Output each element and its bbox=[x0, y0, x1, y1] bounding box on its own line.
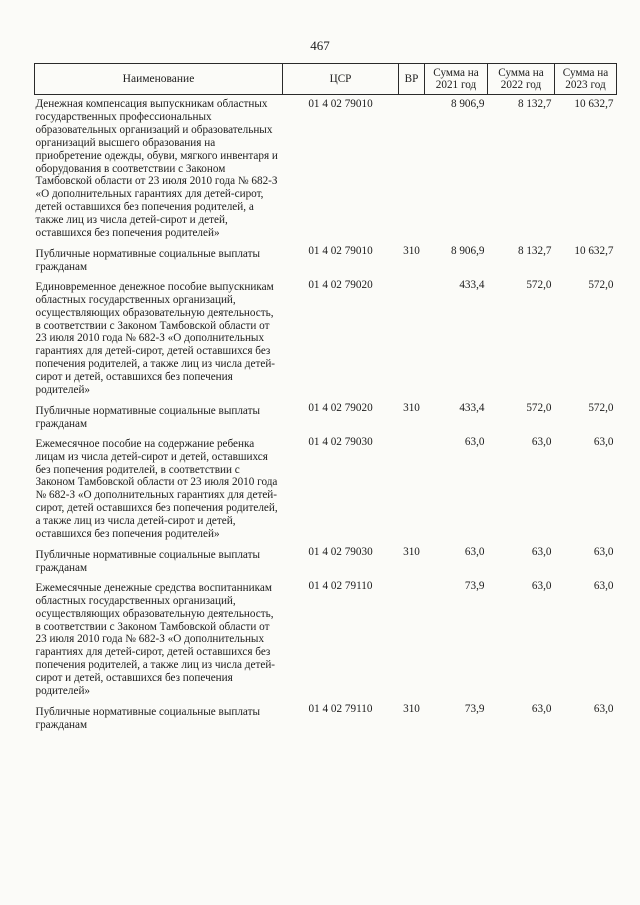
row-name: Публичные нормативные социальные выплаты гражданам bbox=[35, 549, 261, 574]
row-csr: 01 4 02 79110 bbox=[308, 579, 373, 592]
page-number: 467 bbox=[310, 38, 330, 53]
row-csr: 01 4 02 79020 bbox=[308, 278, 373, 291]
row-vr: 310 bbox=[403, 244, 420, 257]
row-sum-2022: 63,0 bbox=[531, 546, 552, 558]
table-row bbox=[35, 435, 617, 545]
row-vr bbox=[399, 435, 425, 545]
table-row bbox=[35, 545, 617, 579]
table-row bbox=[35, 702, 617, 736]
header-sum-2021: Сумма на 2021 год bbox=[425, 64, 488, 95]
row-sum-2023: 572,0 bbox=[588, 401, 614, 414]
row-sum-2022: 63,0 bbox=[531, 702, 552, 715]
row-csr: 01 4 02 79010 bbox=[308, 98, 373, 110]
budget-table bbox=[34, 63, 617, 736]
row-sum-2023: 63,0 bbox=[593, 702, 614, 715]
header-csr: ЦСР bbox=[283, 64, 399, 95]
row-name: Публичные нормативные социальные выплаты гражданам bbox=[35, 705, 261, 731]
row-vr: 310 bbox=[403, 546, 420, 558]
row-name: Ежемесячное пособие на содержание ребенка лицам из числа детей-сирот и детей, оставшихся без попечения родителей, в соответствии с Законом Тамбовской области от 23 июля 2010 года № 682-З «О дополнительных гарантиях для детей-сирот, детей оставшихся без попечения родителей, а также лиц из числа детей-сирот и детей, оставшихся без попечения родителей» bbox=[35, 437, 278, 541]
row-name: Публичные нормативные социальные выплаты гражданам bbox=[35, 404, 261, 430]
table-row bbox=[35, 579, 617, 702]
row-sum-2022: 63,0 bbox=[531, 435, 552, 448]
row-sum-2022: 572,0 bbox=[526, 401, 552, 414]
row-csr: 01 4 02 79110 bbox=[308, 702, 373, 715]
row-sum-2021: 63,0 bbox=[464, 546, 485, 558]
row-sum-2021: 73,9 bbox=[464, 702, 485, 715]
row-sum-2021: 433,4 bbox=[459, 278, 485, 291]
row-sum-2022: 63,0 bbox=[531, 579, 552, 592]
header-sum-2022: Сумма на 2022 год bbox=[488, 64, 555, 95]
row-csr: 01 4 02 79030 bbox=[308, 435, 373, 448]
row-vr: 310 bbox=[403, 401, 420, 414]
row-sum-2023: 10 632,7 bbox=[574, 244, 614, 257]
table-row bbox=[35, 278, 617, 401]
row-sum-2022: 8 132,7 bbox=[517, 98, 552, 110]
table-row bbox=[35, 95, 617, 244]
row-sum-2021: 73,9 bbox=[464, 579, 485, 592]
row-sum-2021: 433,4 bbox=[459, 401, 485, 414]
header-sum-2023: Сумма на 2023 год bbox=[555, 64, 617, 95]
row-name: Денежная компенсация выпускникам областных государственных профессиональных образовательных организаций и образовательных организаций высшего образования на приобретение одежды, обуви, мягкого инвентаря и оборудования в соответствии с Законом Тамбовской области от 23 июля 2010 года № 682-З «О дополнительных гарантиях для детей-сирот, детей оставшихся без попечения родителей, а также лиц из числа детей-сирот и детей, оставшихся без попечения родителей» bbox=[35, 98, 278, 240]
row-sum-2021: 63,0 bbox=[464, 435, 485, 448]
row-name: Публичные нормативные социальные выплаты гражданам bbox=[35, 247, 261, 273]
row-sum-2023: 10 632,7 bbox=[574, 98, 614, 110]
row-name: Единовременное денежное пособие выпускникам областных государственных организаций, осуществляющих образовательную деятельность, в соответствии с Законом Тамбовской области от 23 июля 2010 года № 682-З «О дополнительных гарантиях для детей-сирот, детей оставшихся без попечения родителей, а также лиц из числа детей-сирот и детей, оставшихся без попечения родителей» bbox=[35, 280, 276, 397]
row-vr: 310 bbox=[403, 702, 420, 715]
row-vr bbox=[399, 579, 425, 702]
header-name: Наименование bbox=[35, 64, 283, 95]
table-header-row bbox=[35, 64, 617, 95]
table-row bbox=[35, 401, 617, 435]
row-vr bbox=[399, 278, 425, 401]
row-name: Ежемесячные денежные средства воспитанникам областных государственных организаций, осуществляющих образовательную деятельность, в соответствии с Законом Тамбовской области от 23 июля 2010 года № 682-З «О дополнительных гарантиях для детей-сирот, детей оставшихся без попечения родителей, а также лиц из числа детей-сирот и детей, оставшихся без попечения родителей» bbox=[35, 581, 276, 698]
row-sum-2023: 63,0 bbox=[593, 435, 614, 448]
row-sum-2023: 572,0 bbox=[588, 278, 614, 291]
header-vr: ВР bbox=[399, 64, 425, 95]
row-sum-2023: 63,0 bbox=[593, 546, 614, 558]
table-row bbox=[35, 244, 617, 278]
row-sum-2022: 572,0 bbox=[526, 278, 552, 291]
row-sum-2022: 8 132,7 bbox=[517, 244, 552, 257]
row-csr: 01 4 02 79010 bbox=[308, 244, 373, 257]
row-vr bbox=[399, 95, 425, 244]
row-csr: 01 4 02 79020 bbox=[308, 401, 373, 414]
row-sum-2021: 8 906,9 bbox=[450, 98, 485, 110]
row-sum-2023: 63,0 bbox=[593, 579, 614, 592]
row-csr: 01 4 02 79030 bbox=[308, 546, 373, 558]
row-sum-2021: 8 906,9 bbox=[450, 244, 485, 257]
